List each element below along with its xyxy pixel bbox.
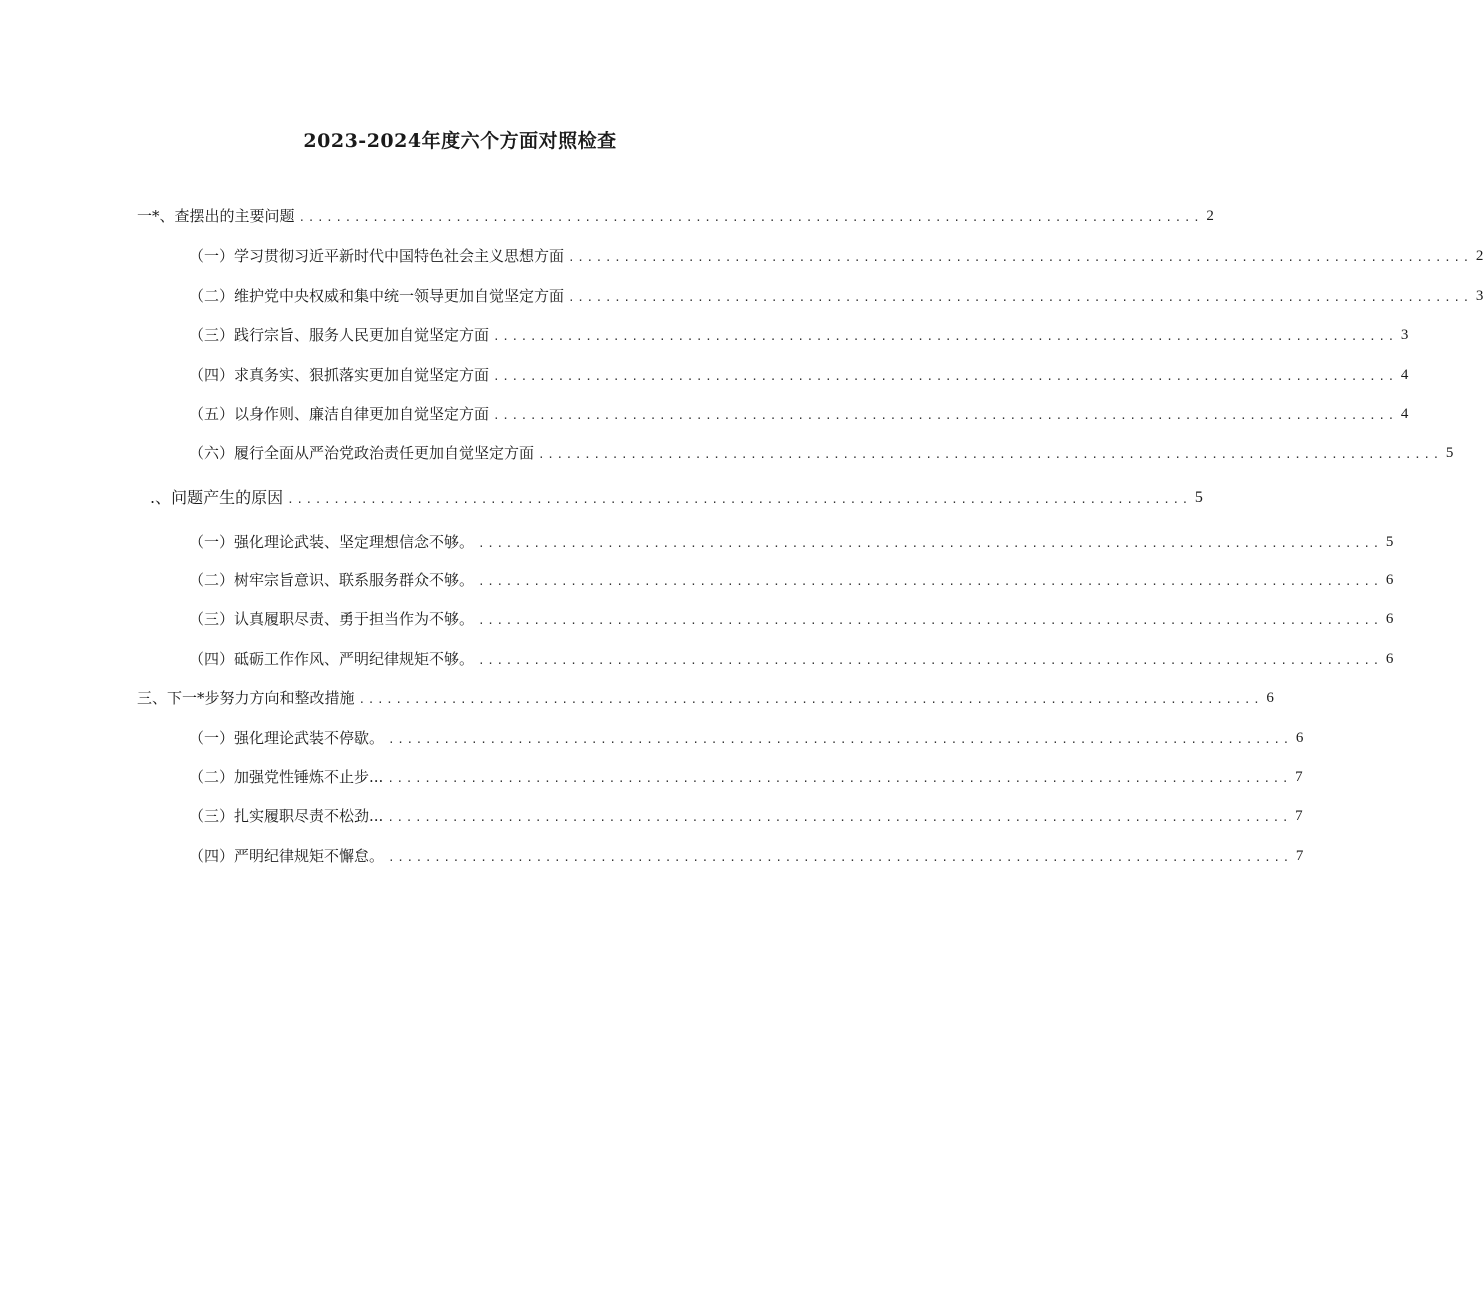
toc-entry-3-2[interactable]	[189, 766, 1303, 788]
document-title: 2023-2024年度六个方面对照检查	[303, 130, 617, 152]
toc-entry-label: .、问题产生的原因	[150, 488, 284, 507]
toc-entry-label: （四）严明纪律规矩不懈怠。	[189, 847, 385, 865]
toc-entry-2-3[interactable]	[189, 608, 1394, 630]
toc-entry-label: （四）求真务实、狠抓落实更加自觉坚定方面	[189, 366, 490, 384]
toc-entry-page: 2	[1206, 208, 1214, 224]
toc-leader-dots: ..................................................................................................	[478, 537, 1382, 550]
toc-entry-page: 7	[1295, 808, 1303, 824]
toc-leader-dots: ..................................................................................................	[298, 211, 1203, 224]
toc-entry-page: 7	[1295, 848, 1304, 864]
toc-entry-3-3[interactable]	[189, 805, 1303, 827]
toc-entry-section-1[interactable]	[137, 205, 1214, 227]
toc-entry-label: 一*、查摆出的主要问题	[137, 207, 295, 225]
toc-entry-page: 5	[1445, 445, 1454, 461]
toc-leader-dots: ..................................................................................................	[388, 733, 1292, 746]
toc-leader-dots: ..................................................................................................	[387, 811, 1292, 824]
toc-entry-label: （二）树牢宗旨意识、联系服务群众不够。	[189, 571, 475, 589]
toc-leader-dots: ..................................................................................................	[478, 614, 1382, 627]
toc-leader-dots: ..................................................................................................	[287, 493, 1191, 506]
toc-entry-page: 4	[1400, 367, 1409, 383]
toc-leader-dots: ..................................................................................................	[568, 251, 1472, 264]
toc-entry-1-3[interactable]	[189, 324, 1409, 346]
toc-entry-2-4[interactable]	[189, 648, 1394, 670]
toc-entry-label: （一）强化理论武装、坚定理想信念不够。	[189, 533, 475, 551]
toc-leader-dots: ..................................................................................................	[478, 654, 1382, 667]
toc-leader-dots: ..................................................................................................	[358, 693, 1263, 706]
toc-entry-label: 三、下一*步努力方向和整改措施	[137, 689, 355, 707]
toc-entry-2-1[interactable]	[189, 531, 1394, 553]
toc-entry-page: 6	[1266, 690, 1274, 706]
toc-leader-dots: ..................................................................................................	[493, 409, 1397, 422]
toc-entry-label: （二）维护党中央权威和集中统一领导更加自觉坚定方面	[189, 287, 565, 305]
toc-entry-page: 7	[1295, 769, 1303, 785]
toc-entry-1-1[interactable]	[189, 245, 1483, 267]
toc-entry-page: 5	[1385, 534, 1394, 550]
toc-entry-1-6[interactable]	[189, 442, 1454, 464]
toc-entry-1-2[interactable]	[189, 285, 1483, 307]
toc-entry-label: （三）认真履职尽责、勇于担当作为不够。	[189, 610, 475, 628]
toc-entry-page: 6	[1385, 651, 1394, 667]
toc-leader-dots: ..................................................................................................	[387, 772, 1292, 785]
toc-entry-label: （三）践行宗旨、服务人民更加自觉坚定方面	[189, 326, 490, 344]
toc-entry-label: （二）加强党性锤炼不止步...	[189, 768, 384, 786]
toc-leader-dots: ..................................................................................................	[388, 851, 1292, 864]
toc-entry-3-4[interactable]	[189, 845, 1304, 867]
toc-entry-page: 3	[1400, 327, 1409, 343]
toc-entry-2-2[interactable]	[189, 569, 1394, 591]
toc-entry-page: 5	[1194, 489, 1203, 506]
toc-entry-page: 4	[1400, 406, 1409, 422]
toc-entry-1-4[interactable]	[189, 364, 1409, 386]
toc-entry-label: （一）学习贯彻习近平新时代中国特色社会主义思想方面	[189, 247, 565, 265]
toc-leader-dots: ..................................................................................................	[538, 448, 1442, 461]
toc-entry-page: 6	[1385, 611, 1394, 627]
toc-leader-dots: ..................................................................................................	[478, 575, 1382, 588]
toc-leader-dots: ..................................................................................................	[493, 330, 1397, 343]
toc-entry-label: （五）以身作则、廉洁自律更加自觉坚定方面	[189, 405, 490, 423]
toc-entry-label: （三）扎实履职尽责不松劲...	[189, 807, 384, 825]
toc-entry-page: 3	[1475, 288, 1483, 304]
toc-entry-section-2[interactable]	[150, 487, 1203, 509]
toc-entry-label: （一）强化理论武装不停歇。	[189, 729, 385, 747]
toc-leader-dots: ..................................................................................................	[568, 291, 1472, 304]
toc-entry-1-5[interactable]	[189, 403, 1409, 425]
toc-entry-3-1[interactable]	[189, 727, 1304, 749]
toc-entry-page: 2	[1475, 248, 1483, 264]
toc-entry-section-3[interactable]	[137, 687, 1274, 709]
toc-entry-page: 6	[1295, 730, 1304, 746]
toc-entry-page: 6	[1385, 572, 1394, 588]
toc-entry-label: （六）履行全面从严治党政治责任更加自觉坚定方面	[189, 444, 535, 462]
toc-leader-dots: ..................................................................................................	[493, 370, 1397, 383]
toc-entry-label: （四）砥砺工作作风、严明纪律规矩不够。	[189, 650, 475, 668]
